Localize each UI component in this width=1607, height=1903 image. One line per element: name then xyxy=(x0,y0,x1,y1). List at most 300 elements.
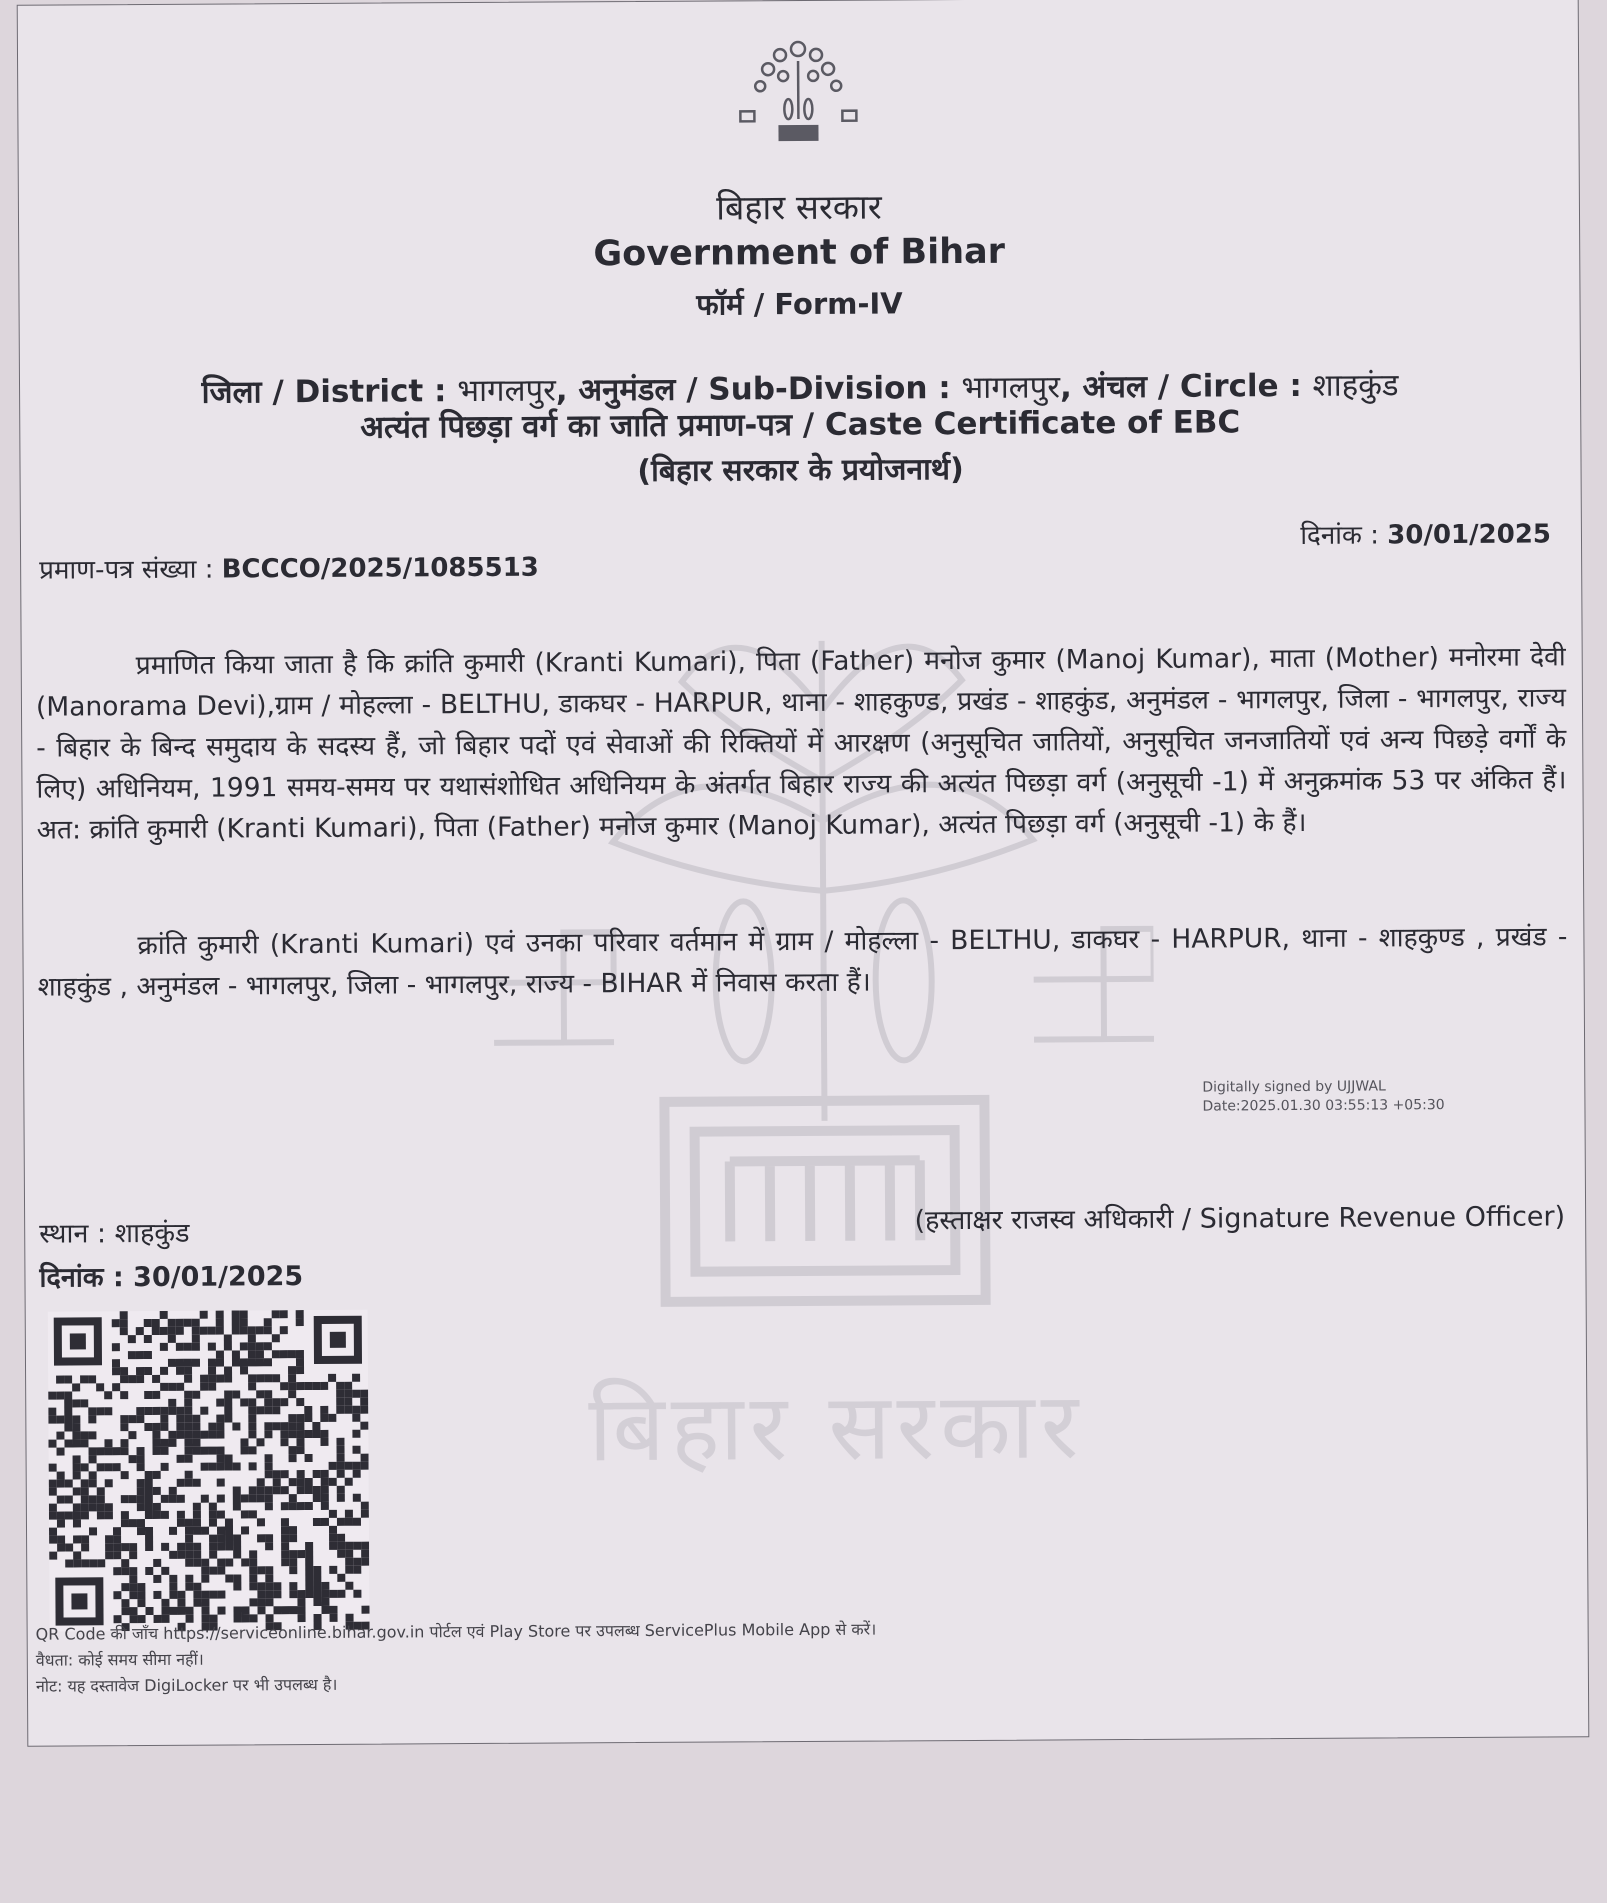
qr-module xyxy=(296,1414,304,1422)
qr-module xyxy=(209,1543,217,1551)
qr-module xyxy=(168,1327,176,1335)
qr-module xyxy=(257,1534,265,1542)
qr-module xyxy=(160,1423,168,1431)
qr-module xyxy=(176,1407,184,1415)
qr-module xyxy=(184,1439,192,1447)
qr-module xyxy=(89,1527,97,1535)
qr-module xyxy=(89,1559,97,1567)
qr-module xyxy=(280,1430,288,1438)
qr-module xyxy=(201,1463,209,1471)
certificate-body-paragraph-2: क्रांति कुमारी (Kranti Kumari) एवं उनका परिवार वर्तमान में ग्राम / मोहल्ला - BELTHU, डाकघर - HARPUR, थाना - शाहकुण्ड , प्रखंड - शाहकुंड , अनुमंडल - भागलपुर, जिला - भागलपुर, राज्य - BIHAR में निवास करता हैं। xyxy=(37,921,1568,1003)
qr-module xyxy=(184,1431,192,1439)
qr-module xyxy=(145,1527,153,1535)
qr-module xyxy=(289,1558,297,1566)
qr-module xyxy=(313,1598,321,1606)
qr-module xyxy=(329,1478,337,1486)
government-title-english: Government of Bihar xyxy=(593,231,1006,275)
issue-date xyxy=(1300,514,1551,552)
qr-module xyxy=(281,1542,289,1550)
qr-module xyxy=(193,1543,201,1551)
qr-module xyxy=(81,1463,89,1471)
qr-module xyxy=(280,1398,288,1406)
qr-module xyxy=(192,1423,200,1431)
qr-module xyxy=(248,1334,256,1342)
qr-module xyxy=(224,1390,232,1398)
qr-module xyxy=(361,1510,369,1518)
qr-module xyxy=(297,1502,305,1510)
qr-module xyxy=(265,1574,273,1582)
qr-module xyxy=(112,1319,120,1327)
qr-module xyxy=(185,1607,193,1615)
qr-module xyxy=(313,1590,321,1598)
qr-module xyxy=(56,1392,64,1400)
qr-module xyxy=(289,1502,297,1510)
qr-module xyxy=(225,1542,233,1550)
qr-module xyxy=(136,1415,144,1423)
qr-module xyxy=(352,1374,360,1382)
qr-module xyxy=(105,1551,113,1559)
qr-module xyxy=(297,1470,305,1478)
qr-module xyxy=(120,1423,128,1431)
qr-module xyxy=(313,1566,321,1574)
qr-module xyxy=(176,1423,184,1431)
qr-module xyxy=(192,1343,200,1351)
qr-module xyxy=(289,1478,297,1486)
bottom-date: दिनांक : 30/01/2025 xyxy=(39,1261,304,1294)
qr-module xyxy=(296,1350,304,1358)
verification-qr-code[interactable] xyxy=(48,1310,370,1632)
qr-module xyxy=(129,1519,137,1527)
qr-module xyxy=(56,1432,64,1440)
qr-module xyxy=(265,1534,273,1542)
qr-module xyxy=(321,1582,329,1590)
qr-module xyxy=(321,1486,329,1494)
qr-module xyxy=(49,1512,57,1520)
qr-module xyxy=(280,1438,288,1446)
qr-module xyxy=(320,1382,328,1390)
qr-module xyxy=(361,1454,369,1462)
qr-module xyxy=(288,1366,296,1374)
qr-module xyxy=(129,1551,137,1559)
qr-module xyxy=(88,1375,96,1383)
qr-module xyxy=(329,1542,337,1550)
qr-module xyxy=(353,1462,361,1470)
qr-module xyxy=(97,1463,105,1471)
qr-module xyxy=(233,1582,241,1590)
qr-module xyxy=(161,1463,169,1471)
qr-module xyxy=(57,1496,65,1504)
qr-module xyxy=(144,1367,152,1375)
qr-module xyxy=(105,1503,113,1511)
qr-module xyxy=(329,1590,337,1598)
qr-module xyxy=(345,1558,353,1566)
qr-module xyxy=(280,1310,288,1318)
qr-module xyxy=(81,1535,89,1543)
qr-module xyxy=(136,1327,144,1335)
qr-module xyxy=(161,1543,169,1551)
qr-module xyxy=(121,1543,129,1551)
qr-module xyxy=(216,1399,224,1407)
qr-module xyxy=(289,1494,297,1502)
qr-module xyxy=(121,1495,129,1503)
qr-module xyxy=(352,1430,360,1438)
qr-module xyxy=(177,1543,185,1551)
qr-module xyxy=(273,1470,281,1478)
qr-module xyxy=(257,1590,265,1598)
qr-module xyxy=(57,1472,65,1480)
qr-module xyxy=(256,1438,264,1446)
qr-module xyxy=(344,1390,352,1398)
qr-module xyxy=(216,1415,224,1423)
qr-module xyxy=(296,1422,304,1430)
qr-module xyxy=(96,1383,104,1391)
certificate-sheet xyxy=(17,0,1590,1747)
qr-module xyxy=(281,1606,289,1614)
qr-module xyxy=(264,1398,272,1406)
qr-module xyxy=(216,1311,224,1319)
qr-module xyxy=(160,1327,168,1335)
qr-module xyxy=(89,1447,97,1455)
qr-module xyxy=(208,1423,216,1431)
qr-module xyxy=(113,1535,121,1543)
qr-module xyxy=(160,1311,168,1319)
qr-module xyxy=(200,1383,208,1391)
qr-module xyxy=(168,1431,176,1439)
qr-module xyxy=(176,1415,184,1423)
qr-module xyxy=(129,1543,137,1551)
qr-module xyxy=(57,1480,65,1488)
qr-module xyxy=(305,1558,313,1566)
qr-module xyxy=(73,1487,81,1495)
qr-module xyxy=(184,1367,192,1375)
qr-module xyxy=(233,1462,241,1470)
qr-module xyxy=(233,1550,241,1558)
qr-module xyxy=(169,1527,177,1535)
issue-date-value: 30/01/2025 xyxy=(1387,519,1552,551)
qr-module xyxy=(361,1558,369,1566)
qr-module xyxy=(200,1311,208,1319)
qr-module xyxy=(72,1383,80,1391)
qr-module xyxy=(73,1559,81,1567)
qr-module xyxy=(193,1583,201,1591)
qr-module xyxy=(200,1407,208,1415)
bihar-government-emblem-icon xyxy=(728,31,869,152)
qr-module xyxy=(264,1430,272,1438)
qr-module xyxy=(360,1390,368,1398)
qr-module xyxy=(257,1582,265,1590)
qr-module xyxy=(305,1566,313,1574)
qr-module xyxy=(337,1534,345,1542)
qr-module xyxy=(249,1462,257,1470)
qr-module xyxy=(48,1440,56,1448)
qr-module xyxy=(264,1374,272,1382)
qr-module xyxy=(81,1487,89,1495)
qr-module xyxy=(65,1511,73,1519)
qr-module xyxy=(249,1598,257,1606)
qr-module xyxy=(193,1479,201,1487)
qr-module xyxy=(169,1495,177,1503)
qr-module xyxy=(321,1478,329,1486)
qr-module xyxy=(184,1399,192,1407)
qr-module xyxy=(121,1559,129,1567)
qr-module xyxy=(288,1350,296,1358)
qr-module xyxy=(168,1359,176,1367)
qr-module xyxy=(89,1479,97,1487)
qr-module xyxy=(337,1542,345,1550)
qr-module xyxy=(352,1414,360,1422)
qr-module xyxy=(160,1439,168,1447)
qr-module xyxy=(217,1607,225,1615)
qr-module xyxy=(145,1511,153,1519)
qr-module xyxy=(329,1510,337,1518)
qr-module xyxy=(273,1582,281,1590)
qr-module xyxy=(313,1518,321,1526)
qr-module xyxy=(161,1607,169,1615)
qr-module xyxy=(176,1431,184,1439)
qr-module xyxy=(257,1518,265,1526)
qr-module xyxy=(225,1462,233,1470)
qr-module xyxy=(249,1582,257,1590)
qr-module xyxy=(344,1406,352,1414)
qr-module xyxy=(73,1455,81,1463)
qr-module xyxy=(337,1454,345,1462)
qr-module xyxy=(305,1590,313,1598)
qr-module xyxy=(232,1358,240,1366)
qr-module xyxy=(113,1567,121,1575)
qr-module xyxy=(217,1543,225,1551)
qr-module xyxy=(248,1382,256,1390)
qr-module xyxy=(353,1558,361,1566)
qr-module xyxy=(224,1334,232,1342)
qr-module xyxy=(169,1487,177,1495)
qr-module xyxy=(313,1582,321,1590)
qr-module xyxy=(312,1430,320,1438)
qr-module xyxy=(49,1552,57,1560)
qr-module xyxy=(176,1367,184,1375)
qr-module xyxy=(288,1390,296,1398)
qr-module xyxy=(296,1430,304,1438)
qr-module xyxy=(48,1392,56,1400)
qr-module xyxy=(80,1439,88,1447)
qr-module xyxy=(57,1536,65,1544)
qr-module xyxy=(113,1551,121,1559)
qr-module xyxy=(281,1526,289,1534)
qr-module xyxy=(248,1374,256,1382)
qr-module xyxy=(249,1566,257,1574)
qr-module xyxy=(153,1559,161,1567)
qr-module xyxy=(216,1351,224,1359)
qr-module xyxy=(153,1591,161,1599)
qr-module xyxy=(305,1454,313,1462)
qr-module xyxy=(289,1566,297,1574)
qr-module xyxy=(177,1495,185,1503)
qr-module xyxy=(145,1607,153,1615)
qr-module xyxy=(216,1431,224,1439)
qr-module xyxy=(289,1454,297,1462)
qr-module xyxy=(280,1422,288,1430)
qr-module xyxy=(337,1574,345,1582)
qr-module xyxy=(328,1414,336,1422)
qr-module xyxy=(89,1503,97,1511)
qr-module xyxy=(73,1535,81,1543)
qr-module xyxy=(201,1567,209,1575)
qr-module xyxy=(289,1590,297,1598)
qr-module xyxy=(113,1543,121,1551)
qr-module xyxy=(184,1359,192,1367)
qr-module xyxy=(232,1350,240,1358)
qr-module xyxy=(209,1447,217,1455)
qr-module xyxy=(296,1398,304,1406)
qr-module xyxy=(360,1398,368,1406)
qr-module xyxy=(201,1607,209,1615)
form-number: फॉर्म / Form-IV xyxy=(696,286,903,322)
qr-module xyxy=(65,1495,73,1503)
qr-module xyxy=(120,1319,128,1327)
qr-module xyxy=(81,1479,89,1487)
qr-module xyxy=(320,1414,328,1422)
qr-module xyxy=(240,1358,248,1366)
qr-module xyxy=(184,1375,192,1383)
qr-module xyxy=(89,1471,97,1479)
qr-module xyxy=(297,1486,305,1494)
qr-module xyxy=(288,1422,296,1430)
qr-module xyxy=(161,1495,169,1503)
qr-module xyxy=(137,1583,145,1591)
qr-module xyxy=(137,1463,145,1471)
qr-module xyxy=(345,1462,353,1470)
qr-module xyxy=(145,1495,153,1503)
district-label: जिला / District : xyxy=(201,373,458,411)
qr-module xyxy=(209,1551,217,1559)
qr-module xyxy=(193,1519,201,1527)
qr-module xyxy=(73,1471,81,1479)
qr-module xyxy=(201,1599,209,1607)
qr-module xyxy=(217,1463,225,1471)
qr-module xyxy=(361,1606,369,1614)
qr-module xyxy=(121,1599,129,1607)
subdivision-value: भागलपुर xyxy=(961,369,1061,407)
qr-module xyxy=(161,1511,169,1519)
qr-module xyxy=(312,1422,320,1430)
qr-module xyxy=(201,1591,209,1599)
qr-module xyxy=(224,1406,232,1414)
footer-validity-note: वैधता: कोई समय सीमा नहीं। xyxy=(35,1649,204,1670)
qr-module xyxy=(265,1470,273,1478)
qr-module xyxy=(281,1502,289,1510)
qr-module xyxy=(201,1527,209,1535)
qr-module xyxy=(184,1319,192,1327)
qr-module xyxy=(200,1327,208,1335)
qr-module xyxy=(208,1343,216,1351)
government-title-hindi: बिहार सरकार xyxy=(716,187,882,229)
qr-module xyxy=(193,1503,201,1511)
qr-module xyxy=(361,1502,369,1510)
qr-module xyxy=(105,1511,113,1519)
qr-module xyxy=(169,1591,177,1599)
qr-module xyxy=(305,1486,313,1494)
qr-module xyxy=(112,1359,120,1367)
qr-module xyxy=(200,1431,208,1439)
qr-module xyxy=(256,1358,264,1366)
qr-module xyxy=(121,1583,129,1591)
qr-module xyxy=(64,1423,72,1431)
qr-module xyxy=(272,1310,280,1318)
footer-digilocker-note: नोट: यह दस्तावेज DigiLocker पर भी उपलब्ध है। xyxy=(35,1674,338,1696)
qr-module xyxy=(185,1471,193,1479)
qr-module xyxy=(192,1431,200,1439)
qr-module xyxy=(129,1575,137,1583)
qr-module xyxy=(216,1327,224,1335)
qr-module xyxy=(185,1479,193,1487)
qr-module xyxy=(233,1494,241,1502)
qr-module xyxy=(313,1486,321,1494)
qr-module xyxy=(224,1398,232,1406)
qr-module xyxy=(136,1407,144,1415)
qr-module xyxy=(232,1310,240,1318)
qr-module xyxy=(152,1407,160,1415)
qr-module xyxy=(304,1430,312,1438)
qr-module xyxy=(136,1367,144,1375)
qr-module xyxy=(329,1606,337,1614)
qr-module xyxy=(152,1423,160,1431)
qr-module xyxy=(209,1519,217,1527)
qr-module xyxy=(257,1494,265,1502)
qr-module xyxy=(249,1558,257,1566)
qr-module xyxy=(217,1591,225,1599)
qr-module xyxy=(264,1390,272,1398)
qr-module xyxy=(241,1494,249,1502)
qr-module xyxy=(353,1518,361,1526)
qr-module xyxy=(57,1512,65,1520)
qr-module xyxy=(249,1574,257,1582)
qr-module xyxy=(177,1479,185,1487)
qr-module xyxy=(201,1495,209,1503)
qr-module xyxy=(201,1447,209,1455)
qr-module xyxy=(64,1415,72,1423)
qr-module xyxy=(208,1359,216,1367)
qr-module xyxy=(128,1415,136,1423)
place-label: स्थान : xyxy=(39,1218,115,1250)
qr-code-icon xyxy=(48,1310,370,1632)
qr-module xyxy=(56,1376,64,1384)
qr-module xyxy=(225,1518,233,1526)
qr-module xyxy=(264,1406,272,1414)
qr-module xyxy=(137,1503,145,1511)
qr-module xyxy=(193,1447,201,1455)
qr-module xyxy=(320,1406,328,1414)
qr-module xyxy=(217,1559,225,1567)
qr-module xyxy=(336,1382,344,1390)
qr-module xyxy=(232,1318,240,1326)
qr-module xyxy=(129,1455,137,1463)
qr-module xyxy=(288,1430,296,1438)
qr-module xyxy=(241,1446,249,1454)
qr-module xyxy=(361,1542,369,1550)
qr-module xyxy=(72,1439,80,1447)
qr-module xyxy=(112,1383,120,1391)
qr-module xyxy=(345,1510,353,1518)
qr-module xyxy=(113,1447,121,1455)
qr-module xyxy=(329,1534,337,1542)
qr-module xyxy=(337,1550,345,1558)
qr-module xyxy=(297,1550,305,1558)
qr-module xyxy=(168,1383,176,1391)
qr-module xyxy=(225,1574,233,1582)
qr-module xyxy=(272,1398,280,1406)
qr-module xyxy=(257,1486,265,1494)
qr-module xyxy=(176,1319,184,1327)
qr-module xyxy=(81,1559,89,1567)
